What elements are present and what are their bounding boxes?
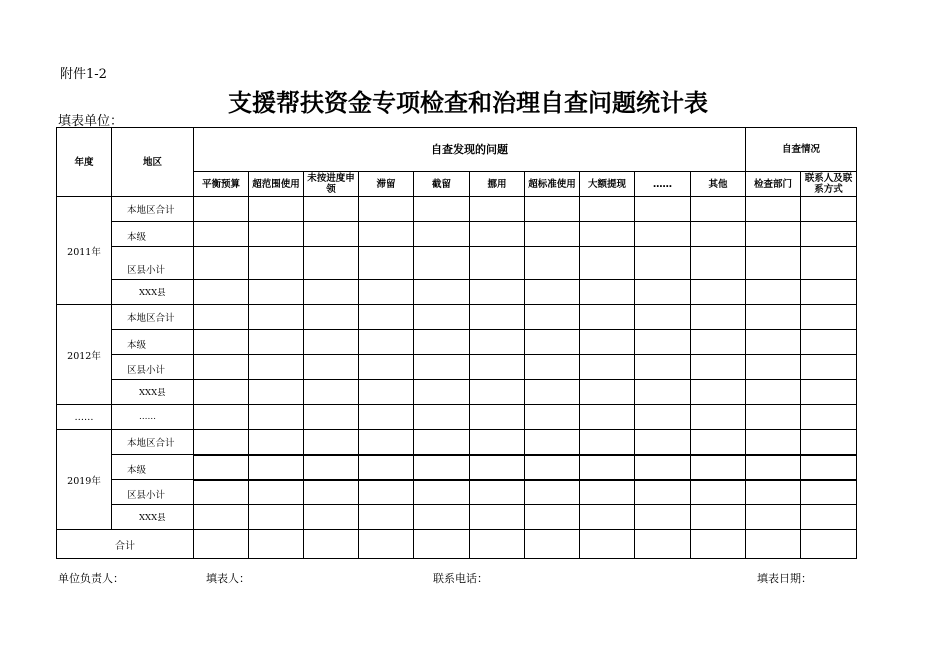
table-row xyxy=(57,455,857,480)
data-cell[interactable] xyxy=(470,380,525,405)
data-cell[interactable] xyxy=(470,455,525,480)
data-cell[interactable] xyxy=(801,355,857,380)
column-header: …… xyxy=(635,172,691,197)
data-cell[interactable] xyxy=(691,280,746,305)
data-cell[interactable] xyxy=(414,405,470,430)
data-cell[interactable] xyxy=(304,480,359,505)
data-cell[interactable] xyxy=(635,280,691,305)
column-header: 大额提现 xyxy=(580,172,635,197)
data-cell[interactable] xyxy=(359,222,414,247)
data-cell[interactable] xyxy=(691,405,746,430)
data-cell[interactable] xyxy=(359,247,414,280)
data-cell[interactable] xyxy=(746,247,801,280)
data-cell[interactable] xyxy=(635,455,691,480)
table-row xyxy=(57,280,857,305)
region-cell: 区县小计 xyxy=(112,355,194,380)
statistics-table xyxy=(56,127,857,559)
table-row xyxy=(57,197,857,222)
data-cell[interactable] xyxy=(194,405,249,430)
data-cell[interactable] xyxy=(580,480,635,505)
data-cell[interactable] xyxy=(304,355,359,380)
data-cell[interactable] xyxy=(359,480,414,505)
region-cell: 本级 xyxy=(112,330,194,355)
data-cell[interactable] xyxy=(414,197,470,222)
data-cell[interactable] xyxy=(801,430,857,455)
data-cell[interactable] xyxy=(249,530,304,559)
data-cell[interactable] xyxy=(691,305,746,330)
data-cell[interactable] xyxy=(194,247,249,280)
data-cell[interactable] xyxy=(304,455,359,480)
data-cell[interactable] xyxy=(746,330,801,355)
data-cell[interactable] xyxy=(359,430,414,455)
region-cell: 本级 xyxy=(112,222,194,247)
data-cell[interactable] xyxy=(746,197,801,222)
data-cell[interactable] xyxy=(801,222,857,247)
data-cell[interactable] xyxy=(304,197,359,222)
data-cell[interactable] xyxy=(470,197,525,222)
region-cell: XXX县 xyxy=(112,380,194,405)
data-cell[interactable] xyxy=(525,280,580,305)
data-cell[interactable] xyxy=(304,405,359,430)
data-cell[interactable] xyxy=(304,330,359,355)
data-cell[interactable] xyxy=(801,305,857,330)
header-region: 地区 xyxy=(112,128,194,197)
total-row xyxy=(57,530,857,559)
data-cell[interactable] xyxy=(414,505,470,530)
footer-filler: 填表人： xyxy=(206,572,250,585)
region-cell: XXX县 xyxy=(112,280,194,305)
data-cell[interactable] xyxy=(525,247,580,280)
data-cell[interactable] xyxy=(580,280,635,305)
data-cell[interactable] xyxy=(304,222,359,247)
data-cell[interactable] xyxy=(746,380,801,405)
data-cell[interactable] xyxy=(635,355,691,380)
data-cell[interactable] xyxy=(470,405,525,430)
data-cell[interactable] xyxy=(304,280,359,305)
region-cell: 本地区合计 xyxy=(112,197,194,222)
data-cell[interactable] xyxy=(525,380,580,405)
region-cell: 本地区合计 xyxy=(112,305,194,330)
data-cell[interactable] xyxy=(470,355,525,380)
data-cell[interactable] xyxy=(414,280,470,305)
data-cell[interactable] xyxy=(414,222,470,247)
data-cell[interactable] xyxy=(249,430,304,455)
region-cell: XXX县 xyxy=(112,505,194,530)
data-cell[interactable] xyxy=(249,280,304,305)
region-cell: 本级 xyxy=(112,455,194,480)
data-cell[interactable] xyxy=(194,480,249,505)
data-cell[interactable] xyxy=(470,430,525,455)
data-cell[interactable] xyxy=(801,197,857,222)
data-cell[interactable] xyxy=(525,455,580,480)
data-cell[interactable] xyxy=(635,247,691,280)
data-cell[interactable] xyxy=(194,197,249,222)
header-year: 年度 xyxy=(57,128,112,197)
data-cell[interactable] xyxy=(635,405,691,430)
data-cell[interactable] xyxy=(414,330,470,355)
data-cell[interactable] xyxy=(414,430,470,455)
year-cell: 2011年 xyxy=(57,197,112,305)
data-cell[interactable] xyxy=(470,505,525,530)
data-cell[interactable] xyxy=(470,305,525,330)
data-cell[interactable] xyxy=(194,355,249,380)
data-cell[interactable] xyxy=(359,305,414,330)
total-label: 合计 xyxy=(57,530,194,559)
data-cell[interactable] xyxy=(249,505,304,530)
data-cell[interactable] xyxy=(194,280,249,305)
unit-label: 填表单位： xyxy=(58,114,124,129)
data-cell[interactable] xyxy=(414,305,470,330)
data-cell[interactable] xyxy=(801,405,857,430)
data-cell[interactable] xyxy=(801,505,857,530)
data-cell[interactable] xyxy=(801,455,857,480)
data-cell[interactable] xyxy=(580,330,635,355)
data-cell[interactable] xyxy=(304,430,359,455)
data-cell[interactable] xyxy=(635,222,691,247)
data-cell[interactable] xyxy=(194,305,249,330)
data-cell[interactable] xyxy=(470,280,525,305)
data-cell[interactable] xyxy=(525,222,580,247)
data-cell[interactable] xyxy=(580,197,635,222)
data-cell[interactable] xyxy=(635,480,691,505)
data-cell[interactable] xyxy=(691,430,746,455)
data-cell[interactable] xyxy=(249,380,304,405)
footer-leader: 单位负责人： xyxy=(58,572,124,585)
data-cell[interactable] xyxy=(801,280,857,305)
data-cell[interactable] xyxy=(194,455,249,480)
data-cell[interactable] xyxy=(635,197,691,222)
column-header: 平衡预算 xyxy=(194,172,249,197)
data-cell[interactable] xyxy=(691,380,746,405)
column-header: 其他 xyxy=(691,172,746,197)
column-header: 检查部门 xyxy=(746,172,801,197)
table-row xyxy=(57,247,857,280)
data-cell[interactable] xyxy=(746,455,801,480)
data-cell[interactable] xyxy=(194,530,249,559)
year-cell: …… xyxy=(57,405,112,430)
data-cell[interactable] xyxy=(691,330,746,355)
data-cell[interactable] xyxy=(525,530,580,559)
table-row xyxy=(57,430,857,455)
column-header: 超标准使用 xyxy=(525,172,580,197)
data-cell[interactable] xyxy=(691,355,746,380)
data-cell[interactable] xyxy=(194,380,249,405)
data-cell[interactable] xyxy=(580,355,635,380)
data-cell[interactable] xyxy=(746,222,801,247)
table-row xyxy=(57,480,857,505)
data-cell[interactable] xyxy=(746,305,801,330)
header-problems: 自查发现的问题 xyxy=(194,128,746,172)
column-header: 未按进度申领 xyxy=(304,172,359,197)
data-cell[interactable] xyxy=(580,530,635,559)
table-row xyxy=(57,355,857,380)
data-cell[interactable] xyxy=(746,405,801,430)
data-cell[interactable] xyxy=(691,530,746,559)
data-cell[interactable] xyxy=(746,480,801,505)
data-cell[interactable] xyxy=(194,330,249,355)
data-cell[interactable] xyxy=(414,455,470,480)
header-self-check: 自查情况 xyxy=(746,128,857,172)
data-cell[interactable] xyxy=(525,505,580,530)
data-cell[interactable] xyxy=(359,330,414,355)
region-cell: 区县小计 xyxy=(112,480,194,505)
data-cell[interactable] xyxy=(746,530,801,559)
page-title: 支援帮扶资金专项检查和治理自查问题统计表 xyxy=(228,89,708,117)
data-cell[interactable] xyxy=(746,505,801,530)
data-cell[interactable] xyxy=(801,530,857,559)
attachment-label: 附件1-2 xyxy=(60,67,107,82)
data-cell[interactable] xyxy=(691,455,746,480)
data-cell[interactable] xyxy=(525,355,580,380)
data-cell[interactable] xyxy=(691,480,746,505)
data-cell[interactable] xyxy=(414,480,470,505)
data-cell[interactable] xyxy=(304,530,359,559)
data-cell[interactable] xyxy=(359,405,414,430)
data-cell[interactable] xyxy=(580,222,635,247)
data-cell[interactable] xyxy=(635,530,691,559)
data-cell[interactable] xyxy=(304,380,359,405)
data-cell[interactable] xyxy=(801,480,857,505)
data-cell[interactable] xyxy=(691,247,746,280)
table-row xyxy=(57,505,857,530)
data-cell[interactable] xyxy=(414,355,470,380)
data-cell[interactable] xyxy=(580,380,635,405)
data-cell[interactable] xyxy=(414,247,470,280)
data-cell[interactable] xyxy=(249,455,304,480)
data-cell[interactable] xyxy=(635,330,691,355)
data-cell[interactable] xyxy=(691,505,746,530)
data-cell[interactable] xyxy=(746,355,801,380)
table-row xyxy=(57,330,857,355)
footer-date: 填表日期： xyxy=(757,572,812,585)
data-cell[interactable] xyxy=(470,247,525,280)
data-cell[interactable] xyxy=(194,430,249,455)
data-cell[interactable] xyxy=(304,247,359,280)
data-cell[interactable] xyxy=(470,530,525,559)
table-row xyxy=(57,222,857,247)
data-cell[interactable] xyxy=(635,380,691,405)
table-row xyxy=(57,405,857,430)
data-cell[interactable] xyxy=(249,247,304,280)
data-cell[interactable] xyxy=(525,197,580,222)
data-cell[interactable] xyxy=(525,305,580,330)
column-header: 挪用 xyxy=(470,172,525,197)
footer-phone: 联系电话： xyxy=(433,572,488,585)
data-cell[interactable] xyxy=(746,280,801,305)
data-cell[interactable] xyxy=(249,305,304,330)
column-header: 超范围使用 xyxy=(249,172,304,197)
data-cell[interactable] xyxy=(359,355,414,380)
data-cell[interactable] xyxy=(359,380,414,405)
data-cell[interactable] xyxy=(414,530,470,559)
data-cell[interactable] xyxy=(580,430,635,455)
data-cell[interactable] xyxy=(580,455,635,480)
data-cell[interactable] xyxy=(359,280,414,305)
data-cell[interactable] xyxy=(470,480,525,505)
data-cell[interactable] xyxy=(525,430,580,455)
data-cell[interactable] xyxy=(635,505,691,530)
data-cell[interactable] xyxy=(304,505,359,530)
data-cell[interactable] xyxy=(249,222,304,247)
data-cell[interactable] xyxy=(359,530,414,559)
data-cell[interactable] xyxy=(359,197,414,222)
data-cell[interactable] xyxy=(249,197,304,222)
region-cell: …… xyxy=(112,405,194,430)
region-cell: 区县小计 xyxy=(112,247,194,280)
data-cell[interactable] xyxy=(249,480,304,505)
data-cell[interactable] xyxy=(525,330,580,355)
data-cell[interactable] xyxy=(635,430,691,455)
data-cell[interactable] xyxy=(194,222,249,247)
data-cell[interactable] xyxy=(249,355,304,380)
data-cell[interactable] xyxy=(525,405,580,430)
column-header: 联系人及联系方式 xyxy=(801,172,857,197)
data-cell[interactable] xyxy=(580,405,635,430)
year-cell: 2019年 xyxy=(57,430,112,530)
column-header: 截留 xyxy=(414,172,470,197)
year-cell: 2012年 xyxy=(57,305,112,405)
data-cell[interactable] xyxy=(194,505,249,530)
data-cell[interactable] xyxy=(801,330,857,355)
table-row xyxy=(57,305,857,330)
data-cell[interactable] xyxy=(470,330,525,355)
data-cell[interactable] xyxy=(801,380,857,405)
data-cell[interactable] xyxy=(801,247,857,280)
data-cell[interactable] xyxy=(691,197,746,222)
region-cell: 本地区合计 xyxy=(112,430,194,455)
data-cell[interactable] xyxy=(470,222,525,247)
data-cell[interactable] xyxy=(746,430,801,455)
data-cell[interactable] xyxy=(359,455,414,480)
data-cell[interactable] xyxy=(249,330,304,355)
data-cell[interactable] xyxy=(580,247,635,280)
data-cell[interactable] xyxy=(635,305,691,330)
table-row xyxy=(57,380,857,405)
data-cell[interactable] xyxy=(525,480,580,505)
data-cell[interactable] xyxy=(580,505,635,530)
data-cell[interactable] xyxy=(249,405,304,430)
column-header: 滞留 xyxy=(359,172,414,197)
data-cell[interactable] xyxy=(359,505,414,530)
data-cell[interactable] xyxy=(580,305,635,330)
data-cell[interactable] xyxy=(691,222,746,247)
data-cell[interactable] xyxy=(414,380,470,405)
data-cell[interactable] xyxy=(304,305,359,330)
